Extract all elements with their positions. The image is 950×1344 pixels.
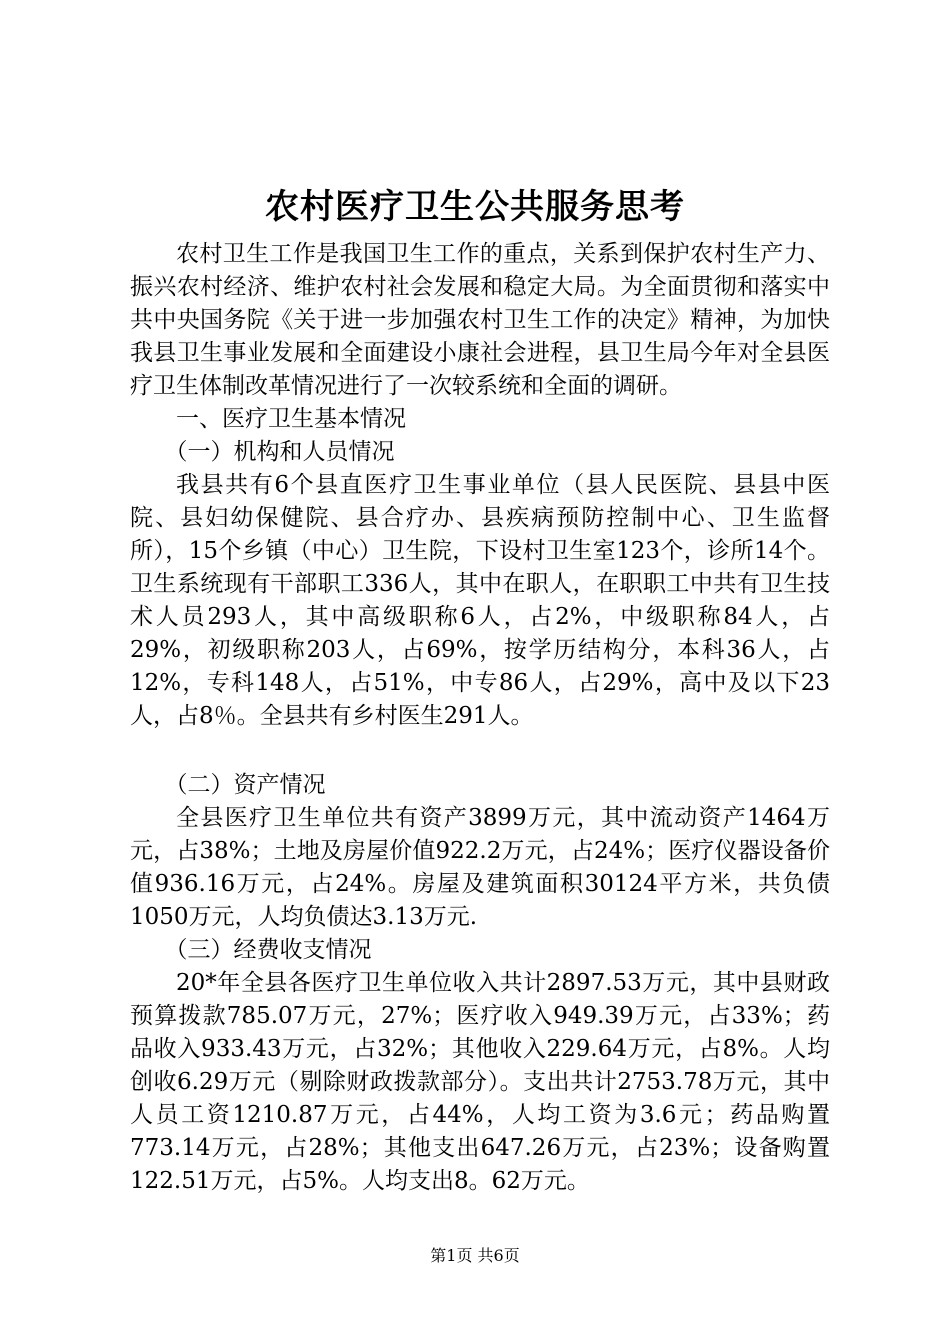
document-body: [130, 238, 830, 1198]
intro-paragraph: 农村卫生工作是我国卫生工作的重点，关系到保护农村生产力、振兴农村经济、维护农村社会发展和稳定大局。为全面贯彻和落实中共中央国务院《关于进一步加强农村卫生工作的决定》精神，为加快我县卫生事业发展和全面建设小康社会进程，县卫生局今年对全县医疗卫生体制改革情况进行了一次较系统和全面的调研。: [130, 241, 830, 399]
institutions-staff-paragraph: 我县共有6个县直医疗卫生事业单位（县人民医院、县县中医院、县妇幼保健院、县合疗办、县疾病预防控制中心、卫生监督所），15个乡镇（中心）卫生院，下设村卫生室123个，诊所14个。卫生系统现有干部职工336人，其中在职人，在职职工中共有卫生技术人员293人，其中高级职称6人，占2%，中级职称84人，占29%，初级职称203人，占69%，按学历结构分，本科36人，占12%，专科148人，占51%，中专86人，占29%，高中及以下23人，占8％。全县共有乡村医生291人。: [130, 472, 830, 729]
paragraph-gap: [130, 733, 830, 769]
section-heading-basic-situation: 一、医疗卫生基本情况: [176, 406, 406, 432]
subsection-heading-finances: （三）经费收支情况: [164, 937, 372, 963]
page-footer: 第1页 共6页: [430, 1246, 520, 1265]
finances-paragraph: 20*年全县各医疗卫生单位收入共计2897.53万元，其中县财政预算拨款785.07万元，27%；医疗收入949.39万元，占33%；药品收入933.43万元，占32%；其他收入229.64万元，占8%。人均创收6.29万元（剔除财政拨款部分）。支出共计2753.78万元，其中人员工资1210.87万元，占44%，人均工资为3.6元；药品购置773.14万元，占28%；其他支出647.26万元，占23%；设备购置122.51万元，占5%。人均支出8。62万元。: [130, 970, 830, 1194]
assets-paragraph: 全县医疗卫生单位共有资产3899万元，其中流动资产1464万元，占38%；土地及房屋价值922.2万元，占24%；医疗仪器设备价值936.16万元，占24%。房屋及建筑面积30124平方米，共负债1050万元，人均负债达3.13万元.: [130, 805, 830, 930]
document-title: 农村医疗卫生公共服务思考: [265, 187, 685, 227]
subsection-heading-institutions-staff: （一）机构和人员情况: [164, 439, 395, 465]
subsection-heading-assets: （二）资产情况: [164, 772, 326, 798]
